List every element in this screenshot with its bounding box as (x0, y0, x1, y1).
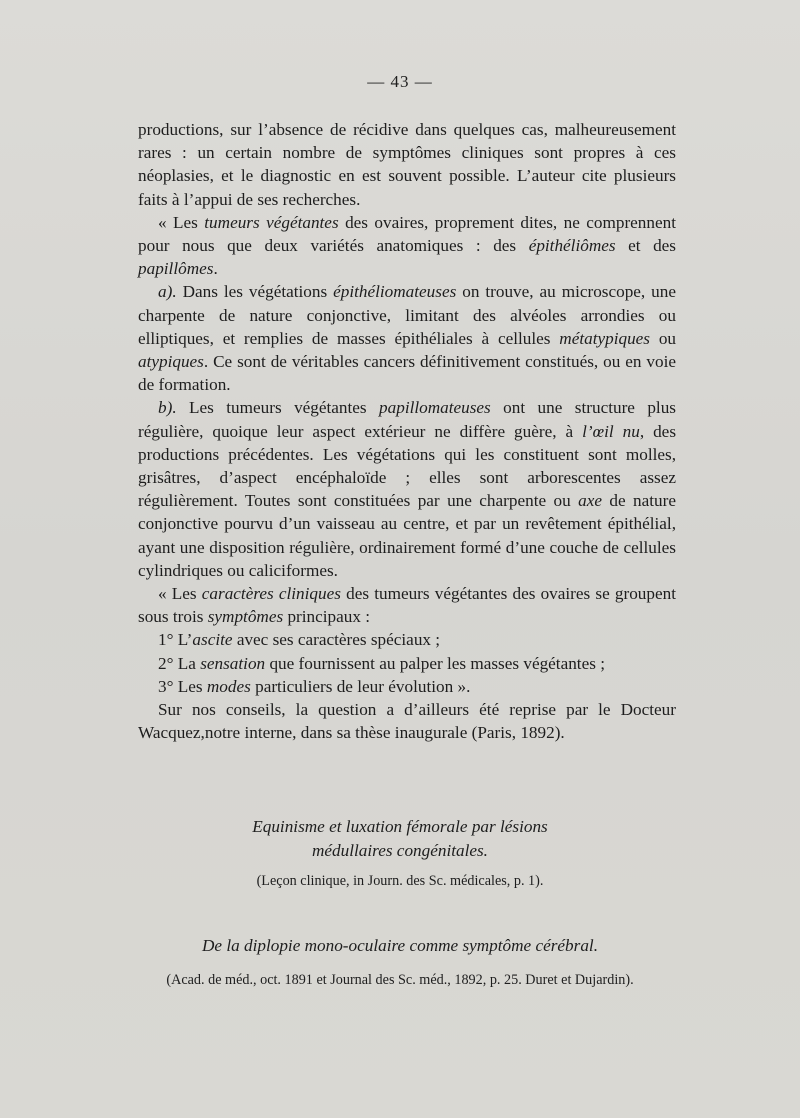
paragraph: « Les caractères cliniques des tumeurs végétantes des ovaires se groupent sous trois symptômes principaux : (138, 584, 676, 627)
section-title: De la diplopie mono-oculaire comme symptôme cérébral. (201, 936, 598, 955)
page-number: — 43 — (367, 72, 433, 91)
paragraph: Sur nos conseils, la question a d’ailleurs été reprise par le Docteur Wacquez,notre interne, dans sa thèse inaugurale (Paris, 1892). (138, 700, 676, 743)
body-text (138, 118, 676, 744)
section-reference: (Acad. de méd., oct. 1891 et Journal des Sc. méd., 1892, p. 25. Duret et Dujardin). (166, 972, 634, 988)
list-item: 3° Les modes particuliers de leur évolution ». (158, 676, 471, 696)
list-item: 2° La sensation que fournissent au palper les masses végétantes ; (158, 653, 605, 673)
section-reference: (Leçon clinique, in Journ. des Sc. médicales, p. 1). (256, 873, 544, 889)
paragraph: productions, sur l’absence de récidive dans quelques cas, malheureusement rares : un certain nombre de symptômes cliniques sont propres à ces néoplasies, et le diagnostic en est souvent possible. L’auteur cite plusieurs faits à l’appui de ses recherches. (138, 120, 676, 209)
list-item: 1° L’ascite avec ses caractères spéciaux ; (158, 630, 441, 650)
section-title: Equinisme et luxation fémorale par lésions médullaires congénitales. (252, 817, 548, 860)
paragraph: a). Dans les végétations épithéliomateuses on trouve, au microscope, une charpente de nature conjonctive, limitant des alvéoles arrondies ou elliptiques, et remplies de masses épithéliales à cellules métatypiques ou atypiques. Ce sont de véritables cancers définitivement constitués, ou en voie de formation. (138, 282, 676, 395)
paragraph: « Les tumeurs végétantes des ovaires, proprement dites, ne comprennent pour nous que deux variétés anatomiques : des épithéliômes et des papillômes. (138, 212, 676, 279)
paragraph: b). Les tumeurs végétantes papillomateuses ont une structure plus régulière, quoique leur aspect extérieur ne diffère guère, à l’œil nu, des productions précédentes. Les végétations qui les constituent sont molles, grisâtres, d’aspect encéphaloïde ; elles sont arborescentes assez régulièrement. Toutes sont constituées par une charpente ou axe de nature conjonctive pourvu d’un vaisseau au centre, et par un revêtement épithélial, ayant une disposition régulière, ordinairement formé d’une couche de cellules cylindriques ou caliciformes. (138, 398, 677, 580)
